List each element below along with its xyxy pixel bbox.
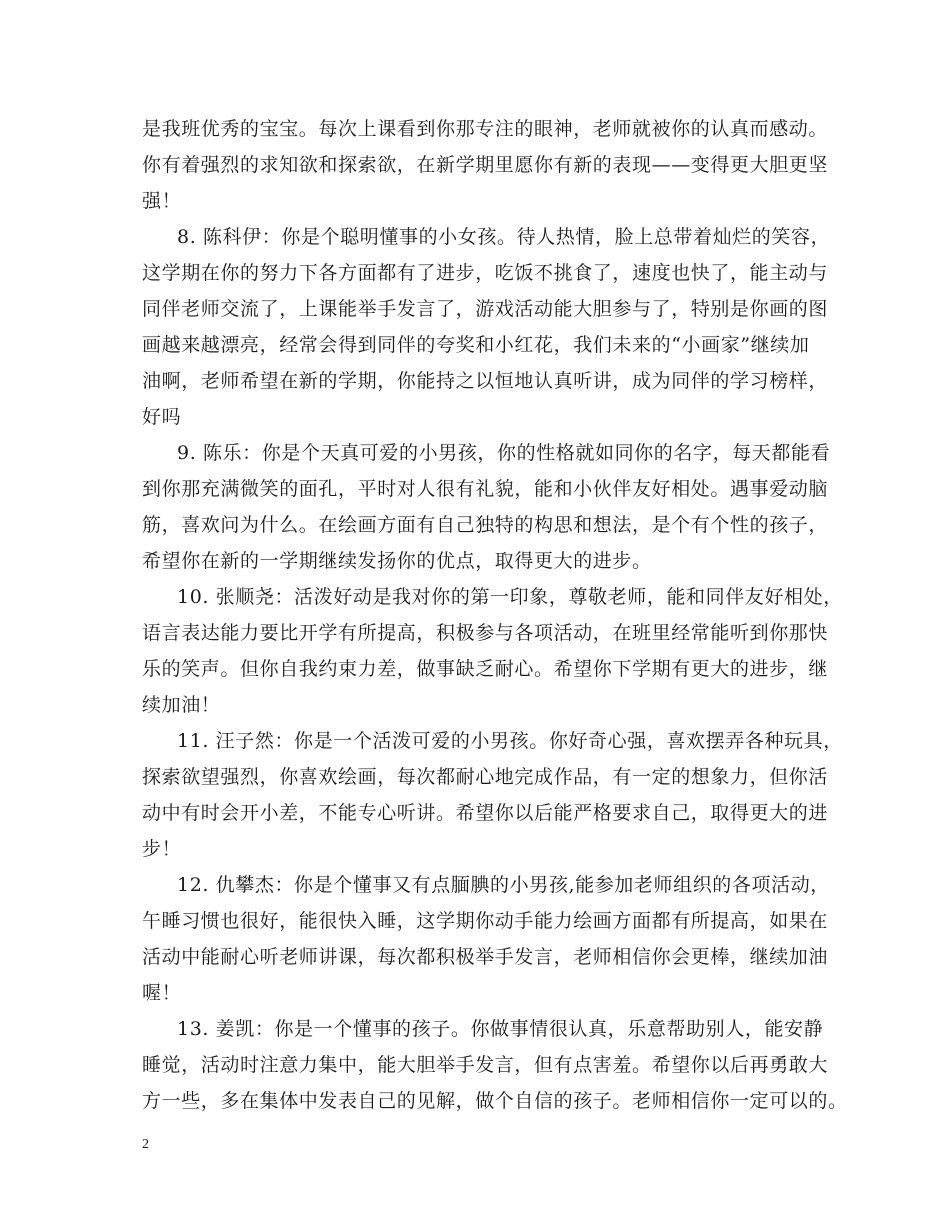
text-line: 睡觉，活动时注意力集中，能大胆举手发言，但有点害羞。希望你以后再勇敢大 [142,1054,829,1076]
text-line: 乐的笑声。但你自我约束力差，做事缺乏耐心。希望你下学期有更大的进步，继 [142,658,829,680]
text-line: 你有着强烈的求知欲和探索欲，在新学期里愿你有新的表现——变得更大胆更坚 [142,154,829,176]
text-line: 续加油！ [142,694,221,716]
text-line: 希望你在新的一学期继续发扬你的优点，取得更大的进步。 [142,550,652,572]
paragraph-start-line: 13. 姜凯：你是一个懂事的孩子。你做事情很认真，乐意帮助别人，能安静 [177,1018,824,1040]
text-line: 到你那充满微笑的面孔，平时对人很有礼貌，能和小伙伴友好相处。遇事爱动脑 [142,478,829,500]
text-line: 动中有时会开小差，不能专心听讲。希望你以后能严格要求自己，取得更大的进 [142,802,829,824]
text-line: 这学期在你的努力下各方面都有了进步，吃饭不挑食了，速度也快了，能主动与 [142,262,829,284]
text-line: 强！ [142,190,182,212]
text-line: 探索欲望强烈，你喜欢绘画，每次都耐心地完成作品，有一定的想象力，但你活 [142,766,829,788]
paragraph-start-line: 11. 汪子然：你是一个活泼可爱的小男孩。你好奇心强，喜欢摆弄各种玩具， [177,730,843,752]
text-line: 是我班优秀的宝宝。每次上课看到你那专注的眼神，老师就被你的认真而感动。 [142,118,829,140]
text-line: 方一些，多在集体中发表自己的见解，做个自信的孩子。老师相信你一定可以的。 [142,1090,848,1112]
text-line: 油啊，老师希望在新的学期，你能持之以恒地认真听讲，成为同伴的学习榜样， [142,370,829,392]
text-line: 语言表达能力要比开学有所提高，积极参与各项活动，在班里经常能听到你那快 [142,622,829,644]
paragraph-start-line: 9. 陈乐：你是个天真可爱的小男孩，你的性格就如同你的名字，每天都能看 [177,442,831,464]
text-line: 活动中能耐心听老师讲课，每次都积极举手发言，老师相信你会更棒，继续加油 [142,946,829,968]
text-line: 筋，喜欢问为什么。在绘画方面有自己独特的构思和想法，是个有个性的孩子， [142,514,829,536]
text-line: 喔！ [142,982,182,1004]
text-line: 午睡习惯也很好，能很快入睡，这学期你动手能力绘画方面都有所提高，如果在 [142,910,829,932]
paragraph-start-line: 8. 陈科伊：你是个聪明懂事的小女孩。待人热情，脸上总带着灿烂的笑容， [177,226,831,248]
text-line: 同伴老师交流了，上课能举手发言了，游戏活动能大胆参与了，特别是你画的图 [142,298,829,320]
paragraph-start-line: 10. 张顺尧：活泼好动是我对你的第一印象，尊敬老师，能和同伴友好相处， [177,586,843,608]
paragraph-start-line: 12. 仇攀杰：你是个懂事又有点腼腆的小男孩,能参加老师组织的各项活动， [177,874,830,896]
text-line: 好吗 [142,406,182,428]
text-line: 画越来越漂亮，经常会得到同伴的夸奖和小红花，我们未来的“小画家”继续加 [142,334,810,356]
text-line: 步！ [142,838,182,860]
page-number: 2 [142,1137,149,1152]
